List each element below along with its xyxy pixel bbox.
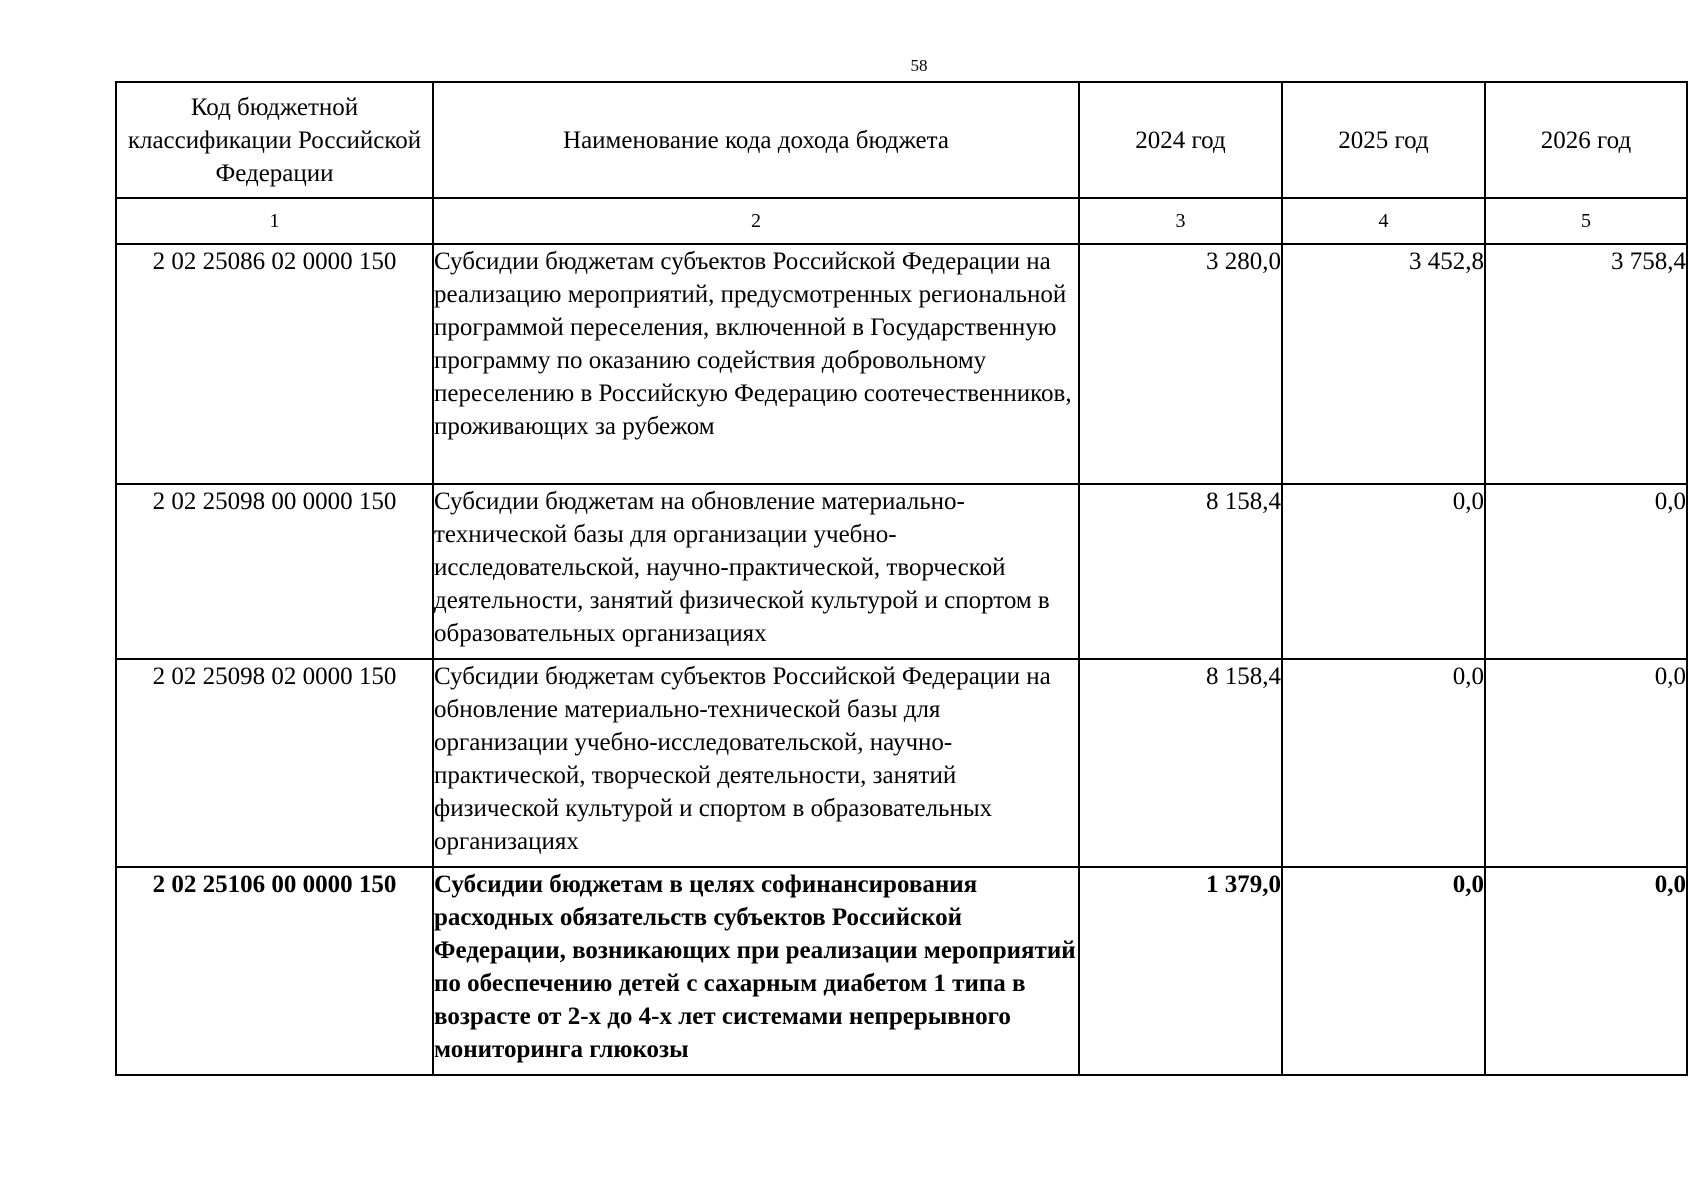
column-number: 1 (116, 198, 433, 244)
value-2026-cell: 0,0 (1485, 867, 1687, 1075)
value-2025-cell: 3 452,8 (1282, 244, 1485, 484)
header-year-2025: 2025 год (1282, 82, 1485, 198)
value-2024-cell: 1 379,0 (1079, 867, 1282, 1075)
budget-code-cell: 2 02 25098 02 0000 150 (116, 659, 433, 867)
budget-code-cell: 2 02 25106 00 0000 150 (116, 867, 433, 1075)
table-row-bold (116, 867, 1687, 1075)
table-row (116, 244, 1687, 484)
value-2025-cell: 0,0 (1282, 867, 1485, 1075)
value-2026-cell: 3 758,4 (1485, 244, 1687, 484)
value-2025-cell: 0,0 (1282, 484, 1485, 659)
budget-code-cell: 2 02 25098 00 0000 150 (116, 484, 433, 659)
column-number: 2 (433, 198, 1079, 244)
value-2026-cell: 0,0 (1485, 484, 1687, 659)
column-number: 4 (1282, 198, 1485, 244)
table-header-row (116, 82, 1687, 198)
value-2025-cell: 0,0 (1282, 659, 1485, 867)
column-number: 5 (1485, 198, 1687, 244)
header-budget-code: Код бюджетной классификации Российской Федерации (116, 82, 433, 198)
budget-income-table (115, 81, 1688, 1076)
table-row (116, 484, 1687, 659)
budget-code-cell: 2 02 25086 02 0000 150 (116, 244, 433, 484)
income-name-cell: Субсидии бюджетам в целях софинансирования расходных обязательств субъектов Российской Федерации, возникающих при реализации мероприятий по обеспечению детей с сахарным диабетом 1 типа в возрасте от 2-х до 4-х лет системами непрерывного мониторинга глюкозы (433, 867, 1079, 1075)
value-2024-cell: 8 158,4 (1079, 659, 1282, 867)
income-name-cell: Субсидии бюджетам на обновление материально-технической базы для организации учебно-исследовательской, научно-практической, творческой деятельности, занятий физической культурой и спортом в образовательных организациях (433, 484, 1079, 659)
value-2026-cell: 0,0 (1485, 659, 1687, 867)
value-2024-cell: 3 280,0 (1079, 244, 1282, 484)
table-row (116, 659, 1687, 867)
column-number-row (116, 198, 1687, 244)
page-number: 58 (910, 56, 928, 75)
value-2024-cell: 8 158,4 (1079, 484, 1282, 659)
header-year-2024: 2024 год (1079, 82, 1282, 198)
income-name-cell: Субсидии бюджетам субъектов Российской Федерации на обновление материально-технической базы для организации учебно-исследовательской, научно-практической, творческой деятельности, занятий физической культурой и спортом в образовательных организациях (433, 659, 1079, 867)
column-number: 3 (1079, 198, 1282, 244)
header-year-2026: 2026 год (1485, 82, 1687, 198)
income-name-cell: Субсидии бюджетам субъектов Российской Федерации на реализацию мероприятий, предусмотренных региональной программой переселения, включенной в Государственную программу по оказанию содействия добровольному переселению в Российскую Федерацию соотечественников, проживающих за рубежом (433, 244, 1079, 484)
header-income-name: Наименование кода дохода бюджета (433, 82, 1079, 198)
